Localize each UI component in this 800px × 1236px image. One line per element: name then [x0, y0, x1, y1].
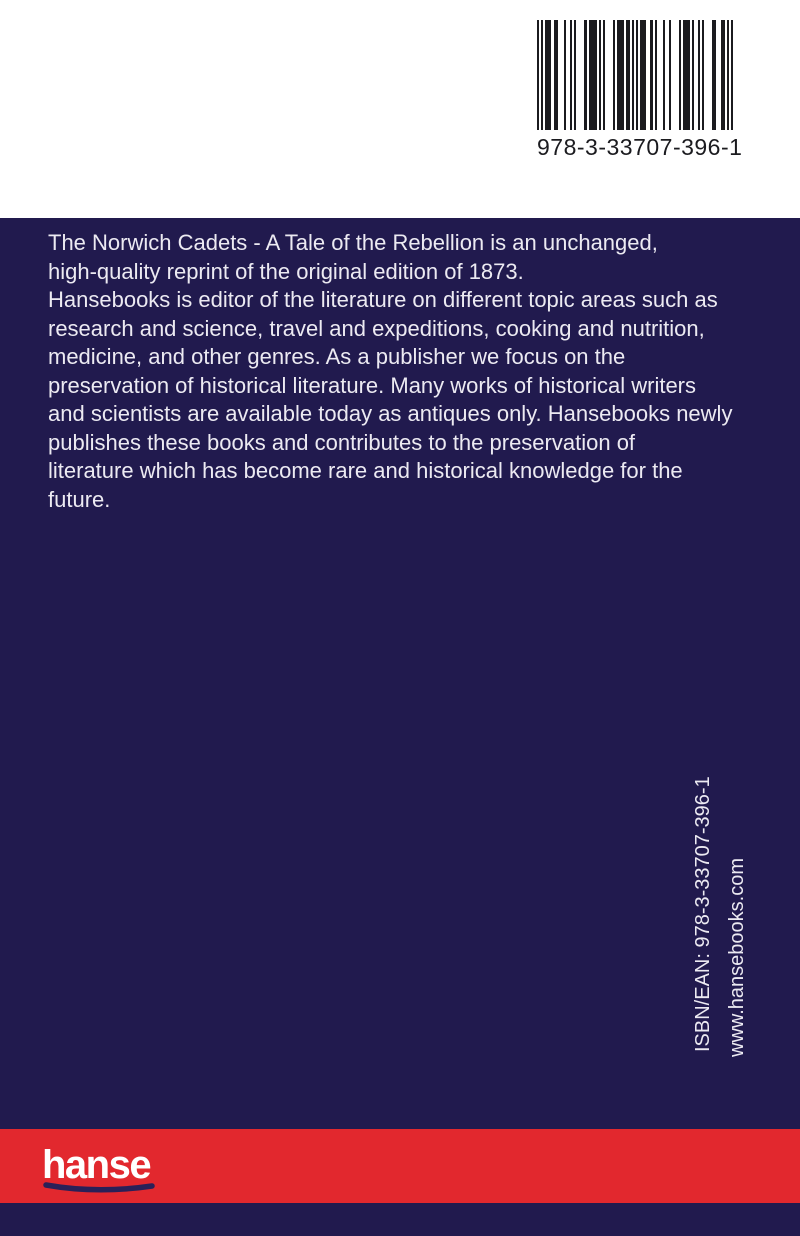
description-line: and scientists are available today as antiques only. Hansebooks newly [48, 401, 733, 426]
barcode-panel [0, 0, 800, 218]
description-line: Hansebooks is editor of the literature on different topic areas such as [48, 287, 718, 312]
description-line: preservation of historical literature. Many works of historical writers [48, 372, 697, 398]
vertical-website-text: www.hansebooks.com [726, 858, 748, 1057]
description-line: The Norwich Cadets - A Tale of the Rebellion is an unchanged, [48, 230, 658, 255]
description-line: research and science, travel and expeditions, cooking and nutrition, [48, 315, 705, 341]
description-line: high-quality reprint of the original edition of 1873. [48, 258, 524, 284]
barcode-number: 978-3-33707-396-1 [537, 134, 743, 160]
barcode-bar [731, 20, 733, 130]
description-line: publishes these books and contributes to the preservation of [48, 429, 636, 455]
description-line: medicine, and other genres. As a publisher we focus on the [48, 344, 626, 369]
barcode [537, 20, 743, 161]
hanse-logo: hanse [42, 1143, 151, 1187]
vertical-isbn-ean-text: ISBN/EAN: 978-3-33707-396-1 [692, 776, 714, 1052]
description-line: future. [48, 486, 111, 512]
book-description [48, 229, 768, 514]
barcode-bars [537, 20, 733, 130]
logo-swoosh-icon [42, 1181, 156, 1196]
bottom-band [0, 1203, 800, 1236]
description-line: literature which has become rare and historical knowledge for the [48, 458, 683, 483]
